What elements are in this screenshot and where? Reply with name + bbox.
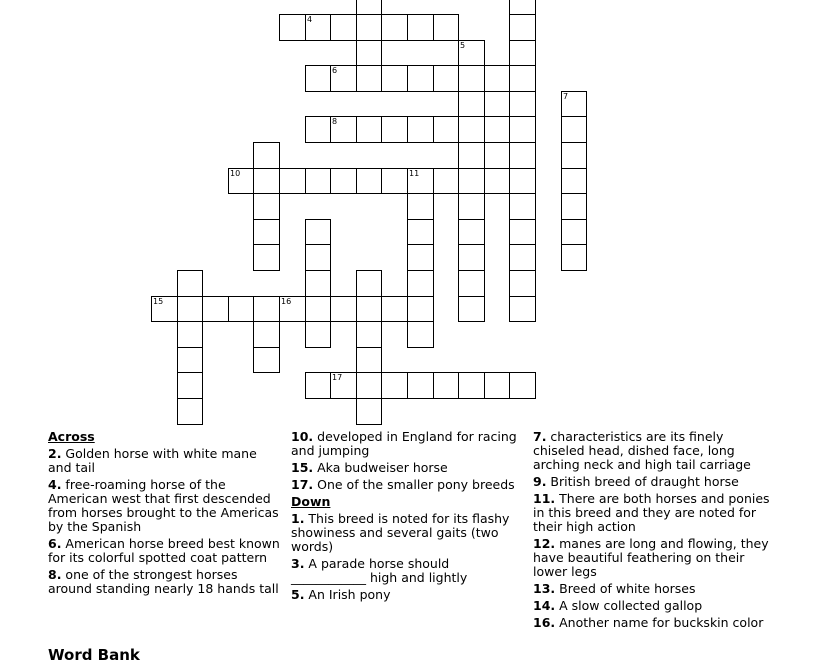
grid-cell[interactable] bbox=[458, 372, 485, 399]
grid-cell[interactable] bbox=[407, 321, 434, 348]
grid-cell[interactable] bbox=[305, 116, 331, 143]
clue-item bbox=[533, 599, 773, 613]
clue-item bbox=[291, 557, 523, 585]
grid-cell[interactable] bbox=[509, 244, 536, 271]
clue-text: free-roaming horse of the American west that first descended from horses brought to the Americas by the Spanish bbox=[48, 477, 279, 534]
grid-cell[interactable] bbox=[458, 40, 485, 66]
clue-item bbox=[533, 492, 773, 534]
grid-cell[interactable] bbox=[509, 116, 536, 143]
grid-cell[interactable] bbox=[381, 372, 408, 399]
clues-column-1 bbox=[48, 430, 280, 599]
grid-cell[interactable] bbox=[381, 116, 408, 143]
grid-cell[interactable] bbox=[356, 398, 382, 425]
clue-number: 17. bbox=[291, 477, 314, 492]
grid-cell[interactable] bbox=[381, 168, 408, 194]
grid-cell[interactable] bbox=[356, 0, 382, 15]
grid-cell[interactable] bbox=[305, 168, 331, 194]
grid-cell[interactable] bbox=[305, 270, 331, 297]
grid-cell[interactable] bbox=[305, 321, 331, 348]
clue-item bbox=[48, 447, 280, 475]
grid-cell[interactable] bbox=[356, 14, 382, 41]
clue-number: 12. bbox=[533, 536, 556, 551]
clue-text: Another name for buckskin color bbox=[555, 615, 764, 630]
grid-cell[interactable] bbox=[433, 65, 459, 92]
grid-cell[interactable] bbox=[253, 142, 280, 169]
grid-cell[interactable] bbox=[330, 168, 357, 194]
grid-cell[interactable] bbox=[458, 219, 485, 245]
grid-cell[interactable] bbox=[561, 168, 587, 194]
grid-cell[interactable] bbox=[356, 296, 382, 322]
grid-cell[interactable] bbox=[253, 193, 280, 220]
grid-cell[interactable] bbox=[177, 347, 203, 373]
grid-cell[interactable] bbox=[509, 168, 536, 194]
down-heading: Down bbox=[291, 494, 331, 509]
grid-cell[interactable] bbox=[407, 244, 434, 271]
grid-clue-number: 15 bbox=[153, 297, 164, 306]
grid-cell[interactable] bbox=[305, 219, 331, 245]
clue-text: Breed of white horses bbox=[555, 581, 696, 596]
grid-cell[interactable] bbox=[509, 91, 536, 117]
grid-cell[interactable] bbox=[356, 347, 382, 373]
grid-cell[interactable] bbox=[305, 244, 331, 271]
across-clues-list bbox=[48, 447, 280, 596]
grid-cell[interactable] bbox=[458, 65, 485, 92]
grid-cell[interactable] bbox=[356, 40, 382, 66]
grid-clue-number: 8 bbox=[332, 117, 338, 126]
grid-cell[interactable] bbox=[356, 270, 382, 297]
clue-item bbox=[48, 478, 280, 534]
clue-item bbox=[533, 430, 773, 472]
grid-cell[interactable] bbox=[381, 65, 408, 92]
grid-cell[interactable] bbox=[458, 91, 485, 117]
clue-text: There are both horses and ponies in this breed and they are noted for their high action bbox=[533, 491, 770, 534]
clue-number: 16. bbox=[533, 615, 556, 630]
grid-cell[interactable] bbox=[356, 65, 382, 92]
grid-cell[interactable] bbox=[458, 193, 485, 220]
clue-text: This breed is noted for its flashy showiness and several gaits (two words) bbox=[291, 511, 510, 554]
grid-cell[interactable] bbox=[407, 270, 434, 297]
grid-cell[interactable] bbox=[177, 372, 203, 399]
across-heading: Across bbox=[48, 429, 95, 444]
grid-cell[interactable] bbox=[305, 372, 331, 399]
clues-column-2 bbox=[291, 430, 523, 605]
grid-cell[interactable] bbox=[561, 116, 587, 143]
clue-item bbox=[291, 512, 523, 554]
clue-number: 4. bbox=[48, 477, 62, 492]
clue-text: Golden horse with white mane and tail bbox=[48, 446, 257, 475]
grid-cell[interactable] bbox=[561, 193, 587, 220]
grid-cell[interactable] bbox=[253, 219, 280, 245]
clue-number: 10. bbox=[291, 429, 314, 444]
grid-cell[interactable] bbox=[330, 296, 357, 322]
clue-text: developed in England for racing and jumping bbox=[291, 429, 517, 458]
grid-cell[interactable] bbox=[484, 116, 510, 143]
clue-text: British breed of draught horse bbox=[546, 474, 739, 489]
clue-number: 3. bbox=[291, 556, 305, 571]
clue-item bbox=[291, 588, 523, 602]
grid-cell[interactable] bbox=[509, 14, 536, 41]
grid-cell[interactable] bbox=[407, 168, 434, 194]
clue-number: 15. bbox=[291, 460, 314, 475]
grid-clue-number: 7 bbox=[563, 92, 569, 101]
grid-cell[interactable] bbox=[433, 168, 459, 194]
down-clues-list-continued bbox=[533, 430, 773, 630]
grid-clue-number: 17 bbox=[332, 373, 343, 382]
grid-clue-number: 11 bbox=[409, 169, 420, 178]
grid-cell[interactable] bbox=[228, 296, 254, 322]
grid-cell[interactable] bbox=[356, 116, 382, 143]
grid-cell[interactable] bbox=[407, 14, 434, 41]
down-clues-list bbox=[291, 512, 523, 602]
grid-cell[interactable] bbox=[177, 270, 203, 297]
grid-clue-number: 6 bbox=[332, 66, 338, 75]
grid-cell[interactable] bbox=[484, 372, 510, 399]
clues-column-3 bbox=[533, 430, 773, 633]
grid-cell[interactable] bbox=[356, 321, 382, 348]
clue-text: A slow collected gallop bbox=[555, 598, 703, 613]
across-clues-list-continued bbox=[291, 430, 523, 492]
grid-cell[interactable] bbox=[330, 14, 357, 41]
grid-cell[interactable] bbox=[433, 14, 459, 41]
grid-cell[interactable] bbox=[561, 244, 587, 271]
clue-item bbox=[533, 582, 773, 596]
grid-clue-number: 5 bbox=[460, 41, 466, 50]
clue-text: characteristics are its finely chiseled head, dished face, long arching neck and high tail carriage bbox=[533, 429, 751, 472]
clue-item bbox=[291, 430, 523, 458]
clue-number: 14. bbox=[533, 598, 556, 613]
clue-text: manes are long and flowing, they have beautiful feathering on their lower legs bbox=[533, 536, 769, 579]
clue-number: 8. bbox=[48, 567, 62, 582]
grid-cell[interactable] bbox=[407, 65, 434, 92]
grid-cell[interactable] bbox=[458, 244, 485, 271]
grid-cell[interactable] bbox=[458, 296, 485, 322]
clue-text: Aka budweiser horse bbox=[313, 460, 448, 475]
clue-text: A parade horse should ____________ high and lightly bbox=[291, 556, 468, 585]
clue-item bbox=[291, 478, 523, 492]
grid-cell[interactable] bbox=[509, 0, 536, 15]
grid-cell[interactable] bbox=[381, 14, 408, 41]
clue-number: 1. bbox=[291, 511, 305, 526]
grid-cell[interactable] bbox=[228, 168, 254, 194]
clue-text: American horse breed best known for its colorful spotted coat pattern bbox=[48, 536, 280, 565]
clue-number: 7. bbox=[533, 429, 547, 444]
grid-cell[interactable] bbox=[484, 168, 510, 194]
clue-number: 2. bbox=[48, 446, 62, 461]
clue-item bbox=[533, 616, 773, 630]
grid-cell[interactable] bbox=[330, 372, 357, 399]
clue-number: 5. bbox=[291, 587, 305, 602]
grid-cell[interactable] bbox=[177, 321, 203, 348]
grid-cell[interactable] bbox=[330, 65, 357, 92]
clue-number: 13. bbox=[533, 581, 556, 596]
grid-cell[interactable] bbox=[407, 116, 434, 143]
grid-cell[interactable] bbox=[305, 14, 331, 41]
grid-cell[interactable] bbox=[407, 372, 434, 399]
grid-cell[interactable] bbox=[279, 168, 306, 194]
grid-cell[interactable] bbox=[433, 116, 459, 143]
grid-clue-number: 10 bbox=[230, 169, 241, 178]
grid-clue-number: 16 bbox=[281, 297, 292, 306]
grid-cell[interactable] bbox=[561, 219, 587, 245]
clue-item bbox=[291, 461, 523, 475]
grid-cell[interactable] bbox=[253, 168, 280, 194]
grid-cell[interactable] bbox=[177, 398, 203, 425]
word-bank-title: Word Bank bbox=[48, 646, 140, 664]
grid-cell[interactable] bbox=[253, 321, 280, 348]
grid-cell[interactable] bbox=[407, 219, 434, 245]
clue-number: 11. bbox=[533, 491, 556, 506]
clue-text: One of the smaller pony breeds bbox=[313, 477, 515, 492]
grid-cell[interactable] bbox=[253, 244, 280, 271]
grid-cell[interactable] bbox=[151, 296, 178, 322]
grid-cell[interactable] bbox=[458, 142, 485, 169]
grid-cell[interactable] bbox=[407, 193, 434, 220]
grid-cell[interactable] bbox=[458, 270, 485, 297]
grid-cell[interactable] bbox=[253, 296, 280, 322]
grid-cell[interactable] bbox=[305, 65, 331, 92]
clue-text: one of the strongest horses around standing nearly 18 hands tall bbox=[48, 567, 279, 596]
grid-cell[interactable] bbox=[253, 347, 280, 373]
clue-number: 6. bbox=[48, 536, 62, 551]
clue-item bbox=[48, 537, 280, 565]
grid-cell[interactable] bbox=[509, 296, 536, 322]
grid-cell[interactable] bbox=[407, 296, 434, 322]
grid-cell[interactable] bbox=[509, 65, 536, 92]
clue-item bbox=[48, 568, 280, 596]
grid-cell[interactable] bbox=[509, 372, 536, 399]
grid-cell[interactable] bbox=[561, 91, 587, 117]
grid-cell[interactable] bbox=[433, 372, 459, 399]
grid-cell[interactable] bbox=[509, 270, 536, 297]
grid-cell[interactable] bbox=[279, 14, 306, 41]
grid-cell[interactable] bbox=[356, 372, 382, 399]
clue-text: An Irish pony bbox=[304, 587, 391, 602]
clue-item bbox=[533, 537, 773, 579]
grid-cell[interactable] bbox=[305, 296, 331, 322]
grid-cell[interactable] bbox=[356, 168, 382, 194]
grid-cell[interactable] bbox=[177, 296, 203, 322]
grid-cell[interactable] bbox=[330, 116, 357, 143]
grid-cell[interactable] bbox=[458, 116, 485, 143]
clue-item bbox=[533, 475, 773, 489]
grid-cell[interactable] bbox=[509, 193, 536, 220]
grid-clue-number: 4 bbox=[307, 15, 313, 24]
grid-cell[interactable] bbox=[509, 40, 536, 66]
grid-cell[interactable] bbox=[381, 296, 408, 322]
grid-cell[interactable] bbox=[484, 65, 510, 92]
grid-cell[interactable] bbox=[509, 219, 536, 245]
grid-cell[interactable] bbox=[509, 142, 536, 169]
grid-cell[interactable] bbox=[279, 296, 306, 322]
grid-cell[interactable] bbox=[202, 296, 229, 322]
grid-cell[interactable] bbox=[561, 142, 587, 169]
clue-number: 9. bbox=[533, 474, 547, 489]
grid-cell[interactable] bbox=[458, 168, 485, 194]
